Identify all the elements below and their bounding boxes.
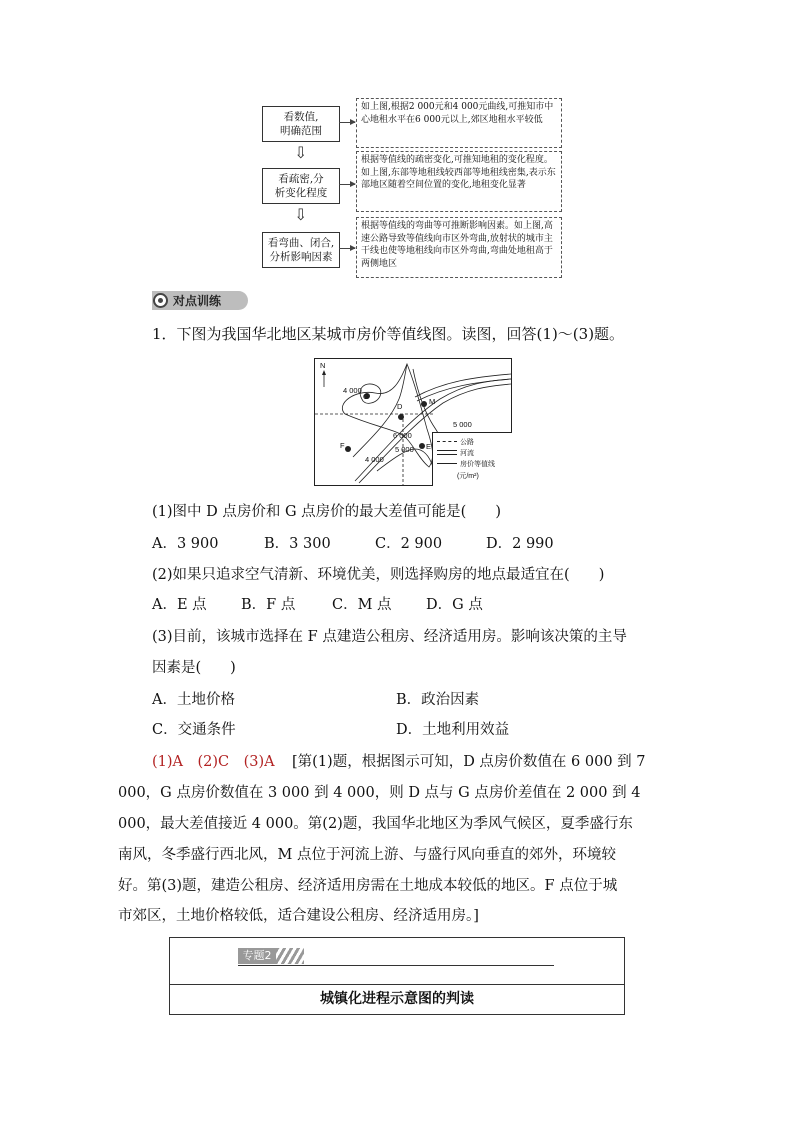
right-arrow-icon	[339, 122, 355, 123]
topic-tag: 专题2	[238, 948, 276, 964]
isoline-icon	[437, 459, 457, 468]
q2-option-b: B．F 点	[241, 597, 296, 613]
contour-label-5000-right: 5 000	[453, 420, 472, 429]
explanation-line4: 南风，冬季盛行西北风，M 点位于河流上游、与盛行风向垂直的郊外，环境较	[118, 847, 616, 863]
q2-option-d: D．G 点	[426, 597, 483, 613]
q2-option-a: A．E 点	[152, 597, 207, 613]
north-label: N	[320, 361, 326, 370]
q2-option-c: C．M 点	[332, 597, 392, 613]
legend-road: 公路	[437, 437, 474, 446]
target-icon	[153, 293, 168, 308]
explanation-line5: 好。第(3)题，建造公租房、经济适用房需在土地成本较低的地区。F 点位于城	[118, 878, 618, 894]
q3-text-line2: 因素是( )	[152, 660, 236, 676]
note-bending: 根据等值线的弯曲等可推断影响因素。如上图,高速公路导致等值线向市区外弯曲,放射状的城市主干线也使等地租线向市区外弯曲,弯曲处地租高于两侧地区	[356, 217, 562, 278]
topic-title: 城镇化进程示意图的判读	[320, 991, 474, 1007]
right-arrow-icon	[339, 248, 355, 249]
right-arrow-icon	[339, 184, 355, 185]
q1-option-a: A．3 900	[152, 536, 219, 552]
explanation-line1: [第(1)题，根据图示可知，D 点房价数值在 6 000 到 7	[292, 754, 646, 770]
contour-label-4000-bottom: 4 000	[365, 455, 384, 464]
down-arrow-icon: ⇩	[294, 205, 308, 224]
q2-text: (2)如果只追求空气清新、环境优美，则选择购房的地点最适宜在( )	[152, 567, 605, 583]
q3-text-line1: (3)目前，该城市选择在 F 点建造公租房、经济适用房。影响该决策的主导	[152, 629, 627, 645]
q3-option-d: D．土地利用效益	[396, 722, 510, 738]
river-icon	[437, 448, 457, 457]
q3-option-c: C．交通条件	[152, 722, 236, 738]
map-legend	[432, 432, 512, 486]
q3-option-a: A．土地价格	[152, 692, 235, 708]
legend-isoline: 房价等值线	[437, 459, 495, 468]
contour-label-6000: 6 000	[393, 431, 412, 440]
point-label-e: E	[426, 442, 432, 451]
q1-text: (1)图中 D 点房价和 G 点房价的最大差值可能是( )	[152, 504, 501, 520]
topic-tag-stripes	[276, 948, 304, 964]
question-stem: 1．下图为我国华北地区某城市房价等值线图。读图，回答(1)～(3)题。	[152, 325, 625, 343]
step-box-bending: 看弯曲、闭合, 分析影响因素	[262, 232, 340, 268]
q3-option-b: B．政治因素	[396, 692, 480, 708]
contour-label-5000-bottom: 5 000	[395, 445, 414, 454]
step-box-values: 看数值, 明确范围	[262, 106, 340, 142]
contour-label-4000: 4 000	[343, 386, 362, 395]
explanation-line2: 000，G 点房价数值在 3 000 到 4 000，则 D 点与 G 点房价差值在 2 000 到 4	[118, 785, 641, 801]
explanation-line3: 000，最大差值接近 4 000。第(2)题，我国华北地区为季风气候区，夏季盛行东	[118, 816, 633, 832]
legend-river: 河流	[437, 448, 474, 457]
map-point-e	[419, 443, 425, 449]
down-arrow-icon: ⇩	[294, 143, 308, 162]
map-point-m	[421, 401, 427, 407]
topic-box	[169, 937, 625, 1015]
dashed-road-icon	[437, 437, 457, 446]
q1-option-d: D．2 990	[486, 536, 554, 552]
step-box-density: 看疏密,分 析变化程度	[262, 168, 340, 204]
point-label-d: D	[397, 402, 403, 411]
q1-option-b: B．3 300	[264, 536, 331, 552]
point-label-g: G	[363, 392, 369, 401]
topic-divider	[170, 984, 624, 985]
note-density: 根据等值线的疏密变化,可推知地租的变化程度。如上图,东部等地租线较西部等地租线密集,表示东部地区随着空间位置的变化,地租变化显著	[356, 151, 562, 212]
explanation-line6: 市郊区，土地价格较低，适合建设公租房、经济适用房。]	[118, 908, 479, 924]
map-point-f	[345, 446, 351, 452]
q1-option-c: C．2 900	[375, 536, 443, 552]
point-label-f: F	[340, 441, 345, 450]
topic-rule	[238, 965, 554, 966]
training-tag	[152, 291, 248, 310]
note-values: 如上图,根据2 000元和4 000元曲线,可推知市中心地租水平在6 000元以上,郊区地租水平较低	[356, 98, 562, 148]
answer-keys: (1)A (2)C (3)A	[152, 754, 275, 770]
training-label: 对点训练	[173, 294, 222, 308]
point-label-m: M	[429, 397, 436, 406]
map-point-d	[398, 414, 404, 420]
legend-unit: (元/m²)	[457, 472, 479, 480]
